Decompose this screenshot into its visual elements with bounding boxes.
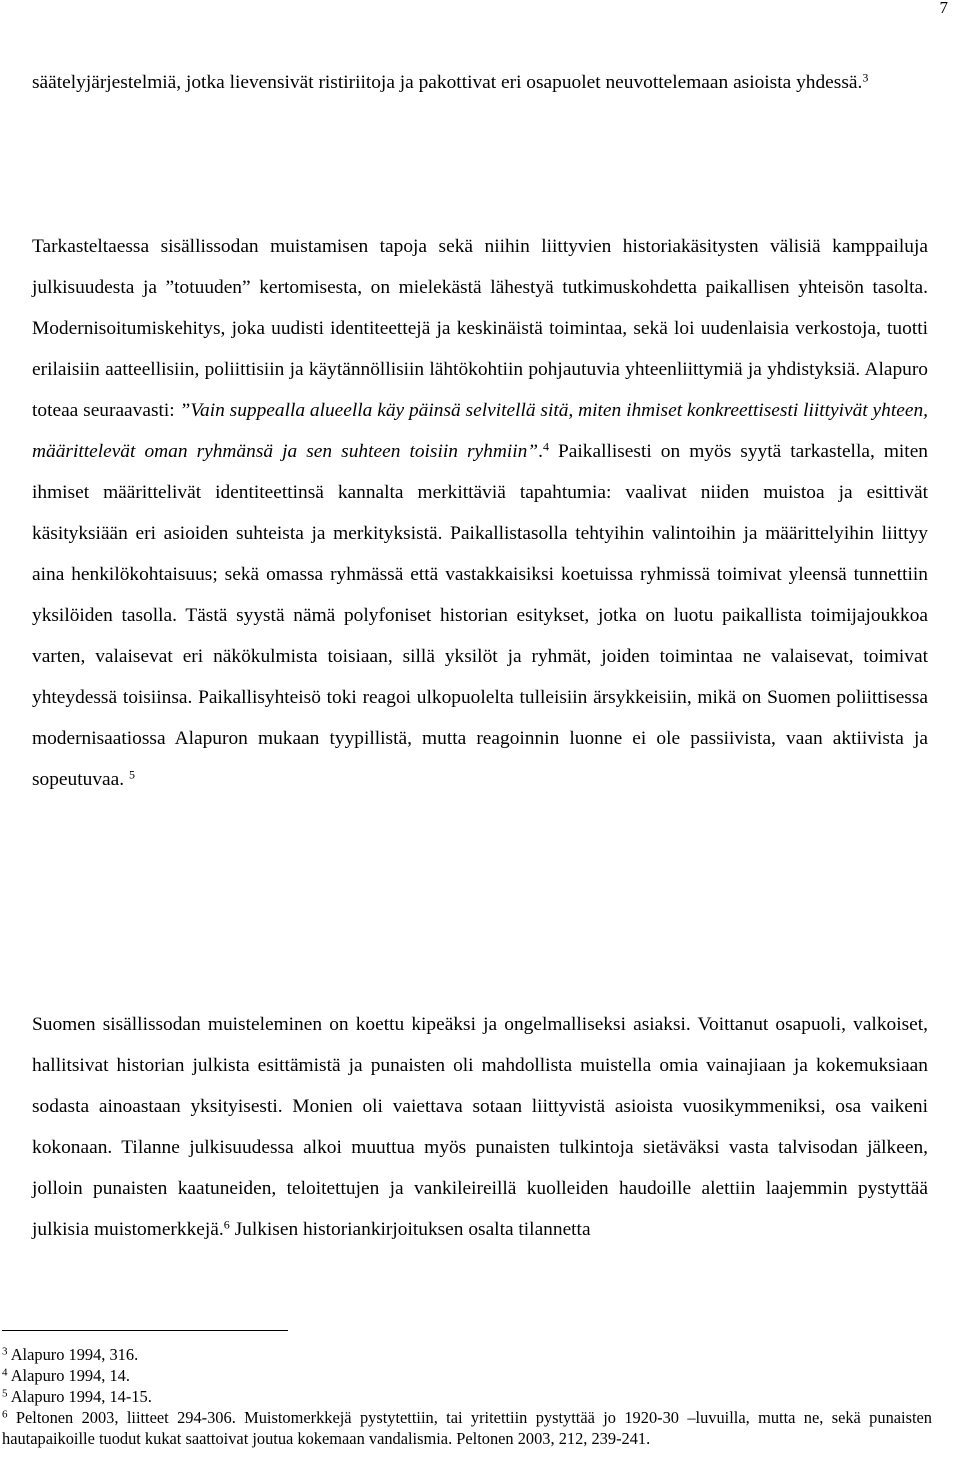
block-quote-inline: ”Vain suppealla alueella käy päinsä selvitellä sitä, miten ihmiset konkreettisesti liittyivät yhteen, määrittelevät oman ryhmänsä ja sen suhteen toisiin ryhmiin” bbox=[32, 400, 928, 462]
footnote-text: Alapuro 1994, 14. bbox=[10, 1366, 130, 1385]
paragraph-3 bbox=[32, 1004, 928, 1250]
footnote-5 bbox=[2, 1386, 932, 1407]
page-number: 7 bbox=[939, 0, 948, 17]
footnote-reference: 5 bbox=[128, 767, 135, 782]
footnote-4 bbox=[2, 1365, 932, 1386]
paragraph-2 bbox=[32, 226, 928, 800]
footnote-reference: 6 bbox=[223, 1217, 230, 1232]
footnote-text: Alapuro 1994, 14-15. bbox=[10, 1387, 152, 1406]
footnote-number: 5 bbox=[2, 1387, 8, 1400]
footnote-number: 4 bbox=[2, 1366, 8, 1379]
paragraph-text: Tarkasteltaessa sisällissodan muistamisen tapoja sekä niihin liittyvien historiakäsitysten välisiä kamppailuja julkisuudesta ja ”totuuden” kertomisesta, on mielekästä lähestyä tutkimuskohdetta paikallisen yhteisön tasolta. Modernisoitumiskehitys, joka uudisti identiteettejä ja keskinäistä toimintaa, sekä loi uudenlaisia verkostoja, tuotti erilaisiin aatteellisiin, poliittisiin ja käytännöllisiin lähtökohtiin pohjautuvia yhteenliittymiä ja yhdistyksiä. Alapuro toteaa seuraavasti: bbox=[32, 236, 928, 421]
footnote-3 bbox=[2, 1344, 932, 1365]
paragraph-text: säätelyjärjestelmiä, jotka lievensivät ristiriitoja ja pakottivat eri osapuolet neuvottelemaan asioista yhdessä. bbox=[32, 72, 863, 93]
footnote-6 bbox=[2, 1407, 932, 1449]
paragraph-text: Julkisen historiankirjoituksen osalta tilannetta bbox=[229, 1219, 591, 1240]
paragraph-text: Paikallisesti on myös syytä tarkastella, miten ihmiset määrittelivät identiteettinsä kannalta merkittäviä tapahtumia: vaalivat niiden muistoa ja esittivät käsityksiään eri asioiden suhteista ja merkityksistä. Paikallistasolla tehtyihin valintoihin ja määrittelyihin liittyy aina henkilökohtaisuus; sekä omassa ryhmässä että vastakkaisiksi koetuissa ryhmissä toimivat yleensä tunnettiin yksilöiden tasolla. Tästä syystä nämä polyfoniset historian esitykset, jotka on luotu paikallista toimijajoukkoa varten, valaisevat eri näkökulmista toisiaan, sillä yksilöt ja ryhmät, joiden toimintaa ne valaisevat, toimivat yhteydessä toisiinsa. Paikallisyhteisö toki reagoi ulkopuolelta tulleisiin ärsykkeisiin, mikä on Suomen poliittisessa modernisaatiossa Alapuron mukaan tyypillistä, mutta reagoinnin luonne ei ole passiivista, vaan aktiivista ja sopeutuvaa. bbox=[32, 441, 929, 790]
footnote-number: 6 bbox=[2, 1408, 8, 1421]
footnote-reference: 4 bbox=[542, 439, 549, 454]
quote-punctuation: . bbox=[538, 441, 543, 462]
footnote-number: 3 bbox=[2, 1345, 8, 1358]
paragraph-1 bbox=[32, 62, 928, 103]
footnote-text: Peltonen 2003, liitteet 294-306. Muistomerkkejä pystytettiin, tai yritettiin pystyttää jo 1920-30 –luvuilla, mutta ne, sekä punaisten hautapaikoille tuodut kukat saattoivat joutua kokemaan vandalismia. Peltonen 2003, 212, 239-241. bbox=[2, 1408, 932, 1448]
footnote-reference: 3 bbox=[862, 70, 869, 85]
footnotes bbox=[2, 1344, 932, 1449]
footnote-text: Alapuro 1994, 316. bbox=[10, 1345, 139, 1364]
footnote-separator bbox=[2, 1330, 288, 1331]
paragraph-text: Suomen sisällissodan muisteleminen on koettu kipeäksi ja ongelmalliseksi asiaksi. Voittanut osapuoli, valkoiset, hallitsivat historian julkista esittämistä ja punaisten oli mahdollista muistella omia vainajiaan ja kokemuksiaan sodasta ainoastaan yksityisesti. Monien oli vaiettava sotaan liittyvistä asioista vuosikymmeniksi, osa vaikeni kokonaan. Tilanne julkisuudessa alkoi muuttua myös punaisten tulkintoja sietäväksi vasta talvisodan jälkeen, jolloin punaisten kaatuneiden, teloitettujen ja vankileireillä kuolleiden haudoille alettiin laajemmin pystyttää julkisia muistomerkkejä. bbox=[32, 1014, 928, 1240]
